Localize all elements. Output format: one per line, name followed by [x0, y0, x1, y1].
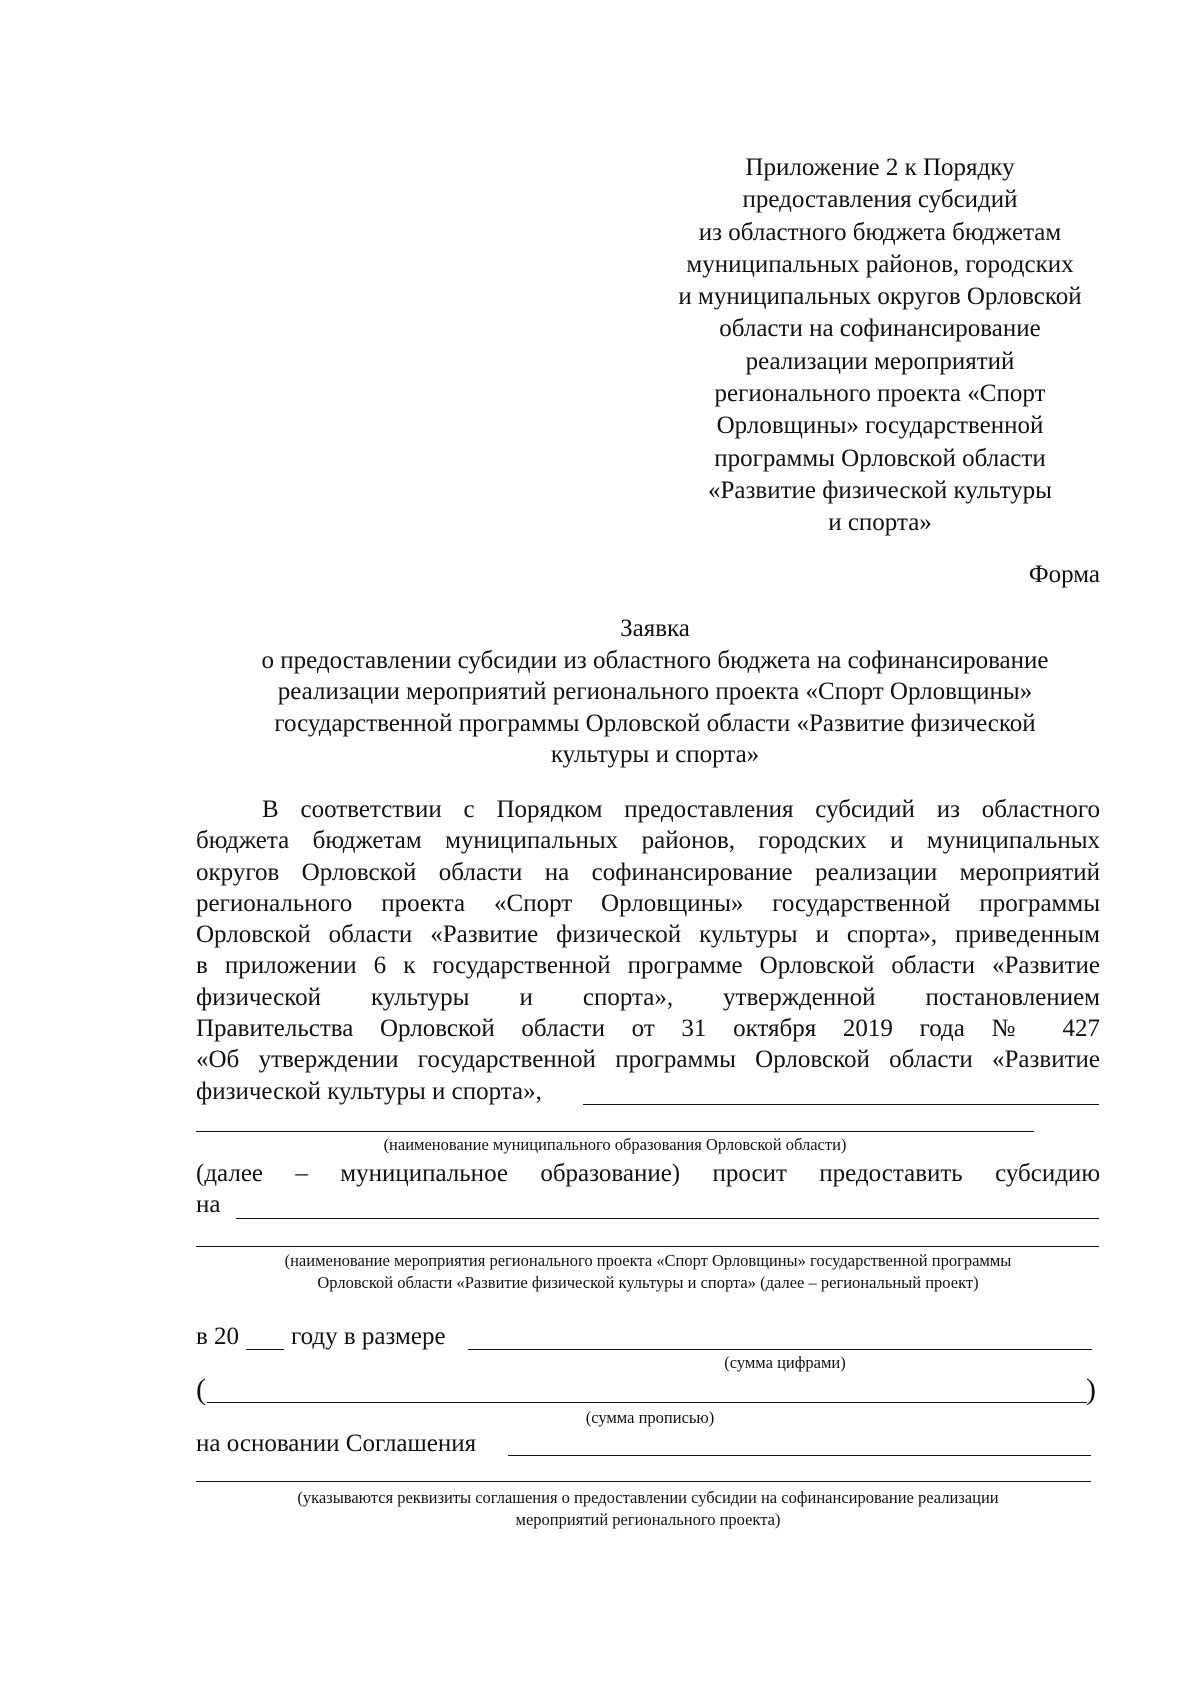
sum-words-caption: (сумма прописью): [585, 1408, 715, 1427]
event-fill-line-2[interactable]: [196, 1246, 1099, 1247]
appendix-line: и муниципальных округов Орловской: [678, 283, 1082, 311]
form-label: Форма: [1028, 561, 1100, 588]
na-label: на: [196, 1191, 221, 1218]
appendix-line: Орловщины» государственной: [716, 412, 1044, 440]
year-fill-line[interactable]: [246, 1349, 284, 1350]
body-line: бюджета бюджетам муниципальных районов, городских и муниципальных: [196, 827, 1100, 855]
event-fill-line-1[interactable]: [236, 1218, 1099, 1219]
appendix-line: «Развитие физической культуры: [708, 476, 1052, 504]
appendix-line: реализации мероприятий: [745, 347, 1015, 375]
appendix-line: предоставления субсидий: [742, 186, 1018, 214]
body-paragraph: [196, 794, 1100, 1107]
appendix-line: из областного бюджета бюджетам: [698, 218, 1062, 246]
sum-words-fill-line[interactable]: [207, 1402, 1087, 1403]
agreement-fill-line-1[interactable]: [508, 1455, 1091, 1456]
municipality-caption: (наименование муниципального образования Орловской области): [383, 1135, 847, 1154]
appendix-header: [640, 152, 1120, 540]
paren-close: ): [1086, 1373, 1096, 1406]
year-prefix: в 20: [196, 1323, 240, 1350]
body-line: «Об утверждении государственной программы Орловской области «Развитие: [196, 1046, 1100, 1074]
body-line: округов Орловской области на софинансирование реализации мероприятий: [196, 858, 1100, 886]
agreement-fill-line-2[interactable]: [196, 1481, 1091, 1482]
agreement-caption-line: мероприятий регионального проекта): [515, 1510, 781, 1529]
paren-open: (: [196, 1373, 206, 1406]
sum-digits-fill-line[interactable]: [468, 1349, 1092, 1350]
municipality-fill-line-2[interactable]: [196, 1131, 1034, 1132]
body-line: регионального проекта «Спорт Орловщины» государственной программы: [196, 889, 1100, 917]
document-title: [190, 613, 1120, 771]
event-caption-line: (наименование мероприятия регионального проекта «Спорт Орловщины» государственной программы: [284, 1251, 1012, 1270]
title-line: о предоставлении субсидии из областного бюджета на софинансирование: [261, 646, 1049, 674]
appendix-line: муниципальных районов, городских: [686, 250, 1074, 278]
request-line: (далее – муниципальное образование) просит предоставить субсидию: [196, 1160, 1100, 1187]
year-suffix: году в размере: [291, 1323, 446, 1350]
agreement-caption-line: (указываются реквизиты соглашения о предоставлении субсидии на софинансирование реализации: [297, 1488, 999, 1507]
appendix-line: области на софинансирование: [719, 315, 1041, 343]
title-line: реализации мероприятий регионального проекта «Спорт Орловщины»: [277, 678, 1033, 705]
body-line: В соответствии с Порядком предоставления субсидий из областного: [262, 796, 1100, 823]
body-line: физической культуры и спорта», утвержденной постановлением: [196, 983, 1100, 1011]
appendix-line: и спорта»: [828, 509, 932, 537]
agreement-label: на основании Соглашения: [196, 1430, 477, 1457]
sum-digits-caption: (сумма цифрами): [724, 1353, 846, 1372]
appendix-line: регионального проекта «Спорт: [714, 380, 1046, 408]
body-line: Правительства Орловской области от 31 октября 2019 года № 427: [196, 1015, 1100, 1043]
municipality-fill-line-1[interactable]: [583, 1104, 1099, 1105]
appendix-line: программы Орловской области: [714, 444, 1046, 472]
title-line: государственной программы Орловской области «Развитие физической: [274, 709, 1036, 737]
appendix-line: Приложение 2 к Порядку: [745, 154, 1015, 181]
body-line: в приложении 6 к государственной программе Орловской области «Развитие: [196, 952, 1100, 980]
body-last-line: физической культуры и спорта»,: [196, 1077, 542, 1105]
body-line: Орловской области «Развитие физической культуры и спорта», приведенным: [196, 921, 1100, 949]
event-caption-line: Орловской области «Развитие физической культуры и спорта» (далее – региональный проект): [317, 1273, 979, 1292]
title-line: Заявка: [620, 615, 690, 642]
title-line: культуры и спорта»: [550, 741, 760, 768]
